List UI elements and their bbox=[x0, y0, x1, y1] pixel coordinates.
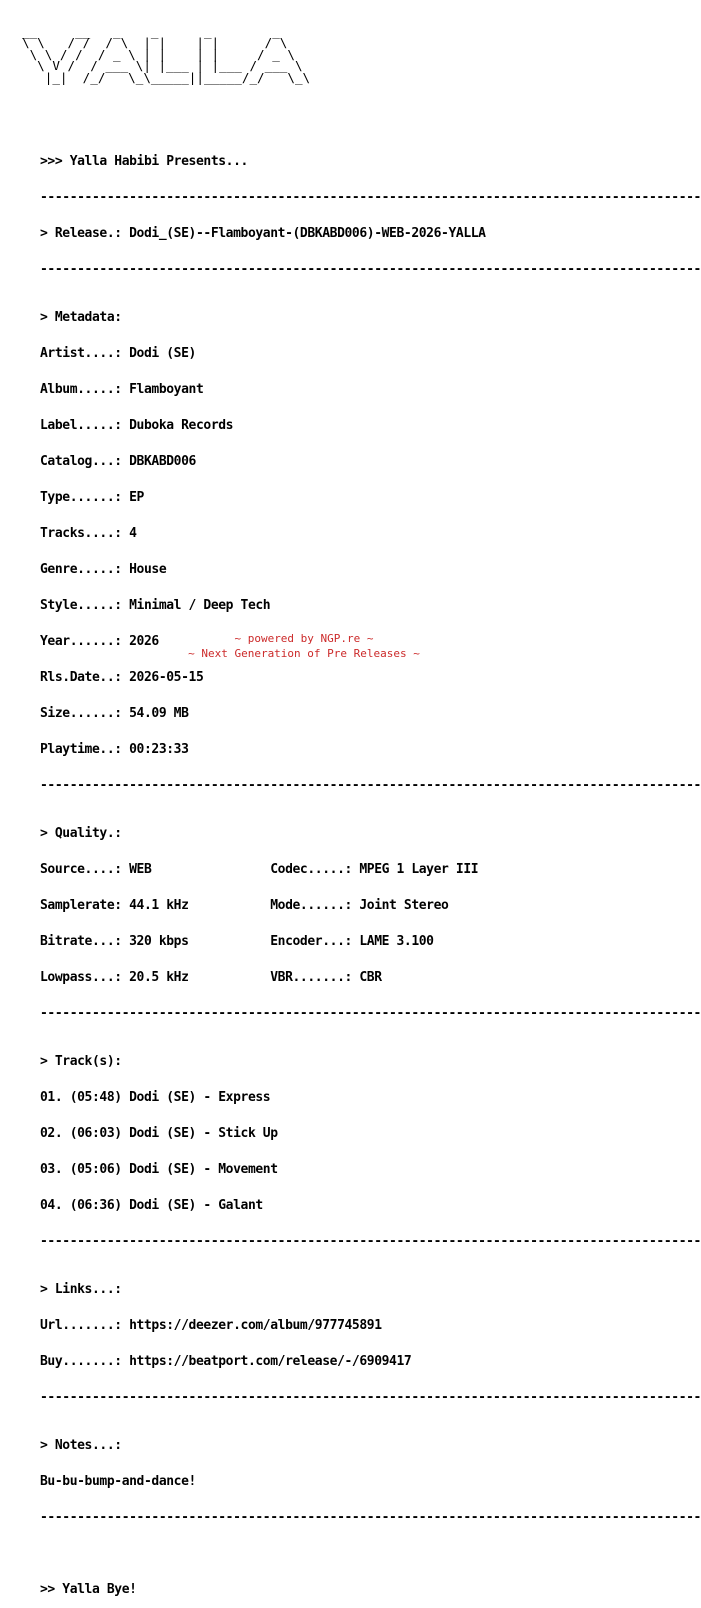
track-item: 01. (05:48) Dodi (SE) - Express bbox=[40, 1090, 271, 1105]
metadata-type: Type......: EP bbox=[40, 490, 144, 505]
quality-row: Samplerate: 44.1 kHz Mode......: Joint Stereo bbox=[40, 898, 449, 913]
metadata-release-date: Rls.Date..: 2026-05-15 bbox=[40, 670, 204, 685]
separator: ----------------------------------------------------------------------------------------- bbox=[40, 1006, 701, 1021]
track-item: 04. (06:36) Dodi (SE) - Galant bbox=[40, 1198, 263, 1213]
metadata-label: Label.....: Duboka Records bbox=[40, 418, 234, 433]
nfo-document bbox=[40, 132, 701, 1608]
metadata-size: Size......: 54.09 MB bbox=[40, 706, 189, 721]
notes-text: Bu-bu-bump-and-dance! bbox=[40, 1474, 196, 1489]
logo-row: |_| /_/ \_\_____||_____/_/ \_\ bbox=[22, 69, 318, 85]
metadata-catalog: Catalog...: DBKABD006 bbox=[40, 454, 196, 469]
logo-row: __ __ _ _ _ _ bbox=[22, 24, 318, 39]
metadata-tracks: Tracks....: 4 bbox=[40, 526, 137, 541]
separator: ----------------------------------------------------------------------------------------- bbox=[40, 1234, 701, 1249]
logo-row: \ \ / / / _ \ | | | | / _ \ bbox=[22, 46, 318, 62]
track-item: 03. (05:06) Dodi (SE) - Movement bbox=[40, 1162, 278, 1177]
metadata-artist: Artist....: Dodi (SE) bbox=[40, 346, 196, 361]
quality-header: > Quality.: bbox=[40, 826, 122, 841]
yalla-ascii-logo bbox=[22, 26, 318, 83]
release-line: > Release.: Dodi_(SE)--Flamboyant-(DBKABD006)-WEB-2026-YALLA bbox=[40, 226, 486, 241]
logo-row: \ \ / / / \ | | | | / \ bbox=[22, 35, 318, 51]
separator: ----------------------------------------------------------------------------------------- bbox=[40, 778, 701, 793]
quality-row: Source....: WEB Codec.....: MPEG 1 Layer III bbox=[40, 862, 479, 877]
metadata-album: Album.....: Flamboyant bbox=[40, 382, 204, 397]
metadata-header: > Metadata: bbox=[40, 310, 122, 325]
separator: ----------------------------------------------------------------------------------------- bbox=[40, 190, 701, 205]
links-header: > Links...: bbox=[40, 1282, 122, 1297]
intro-line: >>> Yalla Habibi Presents... bbox=[40, 154, 248, 169]
outro-line: >> Yalla Bye! bbox=[40, 1582, 137, 1597]
track-item: 02. (06:03) Dodi (SE) - Stick Up bbox=[40, 1126, 278, 1141]
footer-tagline: ~ Next Generation of Pre Releases ~ bbox=[188, 647, 420, 660]
logo-row: \ V / / ___ \| |___ | |___ / ___ \ bbox=[22, 58, 318, 74]
separator: ----------------------------------------------------------------------------------------- bbox=[40, 1390, 701, 1405]
tracks-header: > Track(s): bbox=[40, 1054, 122, 1069]
quality-row: Lowpass...: 20.5 kHz VBR.......: CBR bbox=[40, 970, 382, 985]
separator: ----------------------------------------------------------------------------------------- bbox=[40, 1510, 701, 1525]
metadata-playtime: Playtime..: 00:23:33 bbox=[40, 742, 189, 757]
link-buy: Buy.......: https://beatport.com/release/-/6909417 bbox=[40, 1354, 412, 1369]
blank-line bbox=[40, 1548, 701, 1560]
footer-powered-by: ~ powered by NGP.re ~ bbox=[234, 632, 374, 645]
quality-row: Bitrate...: 320 kbps Encoder...: LAME 3.100 bbox=[40, 934, 434, 949]
metadata-genre: Genre.....: House bbox=[40, 562, 167, 577]
notes-header: > Notes...: bbox=[40, 1438, 122, 1453]
link-url: Url.......: https://deezer.com/album/977745891 bbox=[40, 1318, 382, 1333]
metadata-style: Style.....: Minimal / Deep Tech bbox=[40, 598, 271, 613]
metadata-year: Year......: 2026 bbox=[40, 634, 159, 649]
separator: ----------------------------------------------------------------------------------------- bbox=[40, 262, 701, 277]
